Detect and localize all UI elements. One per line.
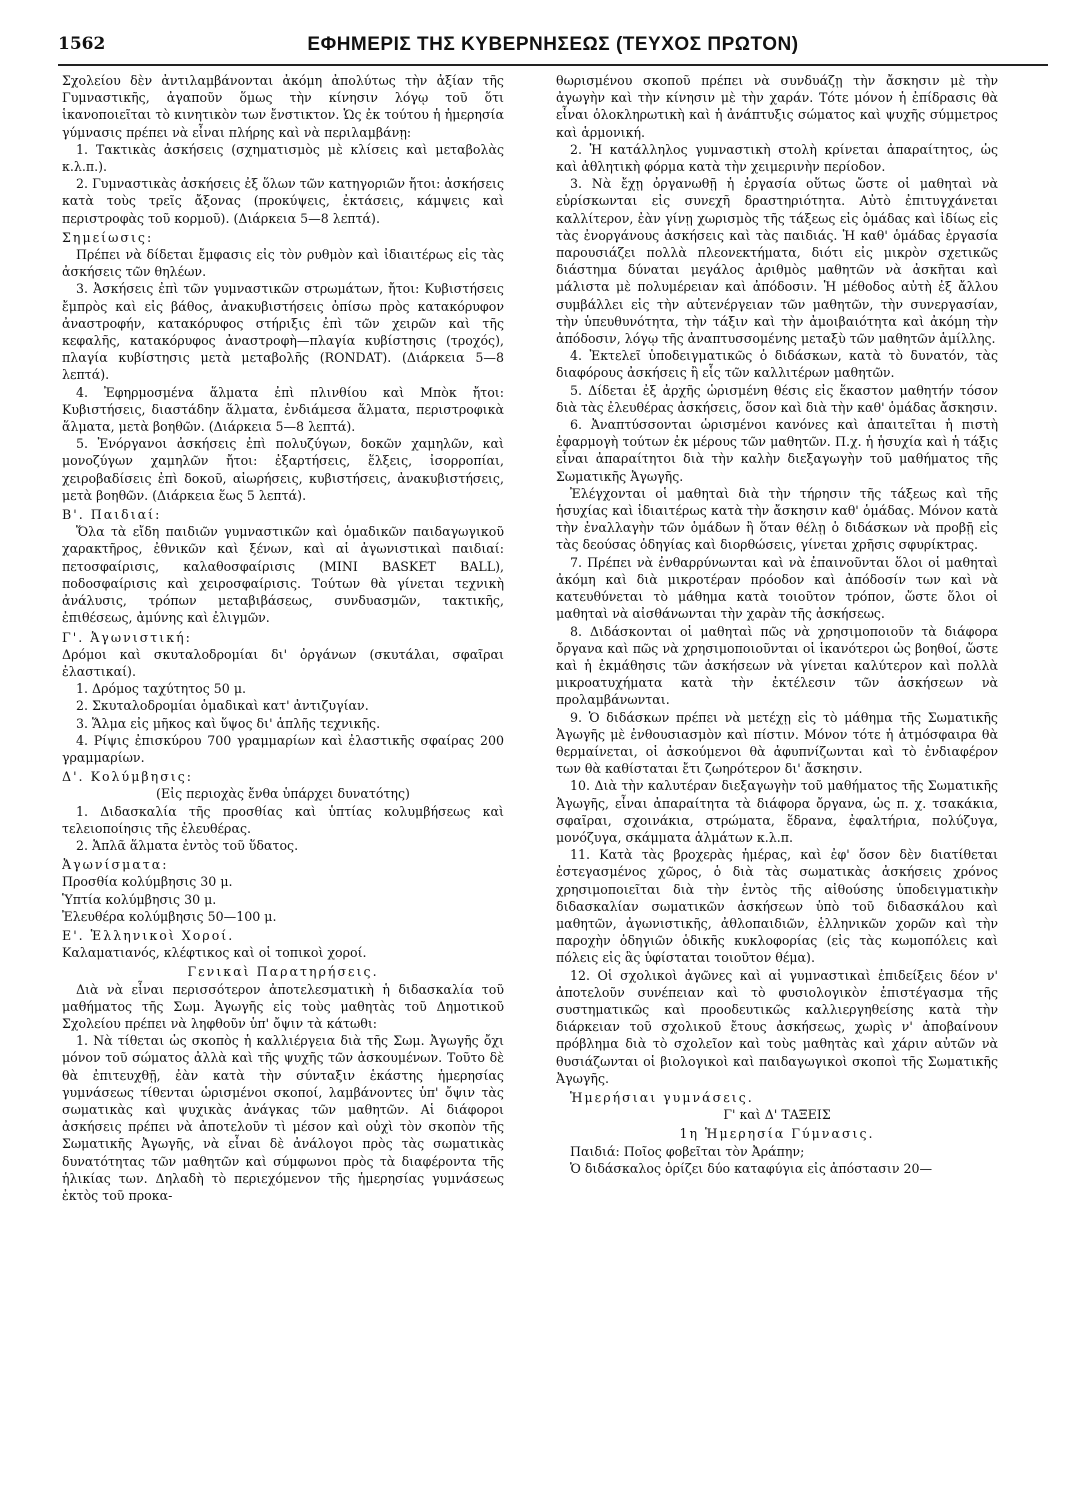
list-item: 2. Ἁπλᾶ ἅλματα ἐντὸς τοῦ ὕδατος. [76, 837, 299, 853]
note-text: Πρέπει νὰ δίδεται ἔμφασις εἰς τὸν ρυθμὸν καὶ ἰδιαιτέρως εἰς τὰς ἀσκήσεις τῶν θηλέων. [62, 247, 504, 280]
list-item: 4. Ἐφηρμοσμένα ἅλματα ἐπὶ πλινθίου καὶ Μπὸκ ἤτοι: Κυβιστήσεις, διαστάδην ἅλματα, ἐνδιάμεσα ἅλματα, περιστροφικὰ ἅλματα, μετὰ βοηθῶν. (Διάρκεια 5—8 λεπτά). [62, 384, 504, 435]
paragraph: Ὁ διδάσκαλος ὁρίζει δύο καταφύγια εἰς ἀπόστασιν 20— [570, 1160, 933, 1176]
list-item: 1. Διδασκαλία τῆς προσθίας καὶ ὑπτίας κολυμβήσεως καὶ τελειοποίησις τῆς ἐλευθέρας. [62, 803, 504, 836]
paragraph: Ὅλα τὰ εἴδη παιδιῶν γυμναστικῶν καὶ ὁμαδικῶν παιδαγωγικοῦ χαρακτῆρος, ἐθνικῶν καὶ ξένων, καὶ αἱ ἀγωνιστικαὶ παιδιαί: πετοσφαίρισις, καλαθοσφαίρισις (MINI BASKET BALL), ποδοσφαίρισις καὶ χειροσφαίρισις. Τούτων θὰ γίνεται τεχνικὴ ἀνάλυσις, τρόπων μεταβιβάσεως, συνδυασμῶν, τακτικῆς, ἐπιθέσεως, ἀμύνης καὶ ἐλιγμῶν. [62, 524, 504, 626]
list-item: 8. Διδάσκονται οἱ μαθηταὶ πῶς νὰ χρησιμοποιοῦν τὰ διάφορα ὄργανα καὶ πῶς νὰ χρησιμοποιοῦνται οἱ ἱκανότεροι ὡς βοηθοί, ὥστε καὶ ἡ ἐκμάθησις τῶν ἀσκήσεων νὰ γίνεται καλύτερον καὶ πολλὰ μικροατυχήματα κατὰ τὴν ἐκτέλεσιν τῶν ἀσκήσεων νὰ προλαμβάνωνται. [556, 623, 998, 708]
list-item: Ἐλέγχονται οἱ μαθηταὶ διὰ τὴν τήρησιν τῆς τάξεως καὶ τῆς ἡσυχίας καὶ ἰδιαιτέρως κατὰ τὴν ἄσκησιν καθ' ὁμάδας. Μόνον κατὰ τὴν ἐναλλαγὴν τῶν ὁμάδων ἢ ὅταν θέλῃ ὁ διδάσκων νὰ προβῇ εἰς τὰς δεούσας ὁδηγίας καὶ διορθώσεις, γίνεται χρῆσις σφυρίκτρας. [556, 485, 998, 553]
paragraph: θωρισμένου σκοποῦ πρέπει νὰ συνδυάζῃ τὴν ἄσκησιν μὲ τὴν ἀγωγὴν καὶ τὴν κίνησιν μὲ τὴν χαράν. Τότε μόνον ἡ ἐπίδρασις θὰ εἶναι ὁλοκληρωτικὴ καὶ ἡ ἀνάπτυξις σώματος καὶ ψυχῆς σύμμετρος καὶ ἁρμονική. [556, 73, 998, 140]
note-heading: Σημείωσις: [62, 229, 154, 245]
remarks-list [556, 141, 998, 1087]
section-heading-d: Δ'. Κολύμβησις: [62, 769, 194, 785]
list-item: 9. Ὁ διδάσκων πρέπει νὰ μετέχῃ εἰς τὸ μάθημα τῆς Σωματικῆς Ἀγωγῆς μὲ ἐνθουσιασμὸν καὶ πίστιν. Μόνον τότε ἡ ἀτμόσφαιρα θὰ θερμαίνεται, οἱ ἀσκούμενοι θὰ ἀφυπνίζωνται καὶ τὸ ἐνδιαφέρον των θὰ καθίσταται ἔτι ζωηρότερον δι' ἄσκησιν. [556, 709, 998, 777]
list-item: 2. Γυμναστικὰς ἀσκήσεις ἐξ ὅλων τῶν κατηγοριῶν ἤτοι: ἀσκήσεις κατὰ τοὺς τρεῖς ἄξονας (προκύψεις, ἐκτάσεις, κάμψεις καὶ περιστροφὰς τοῦ κορμοῦ). (Διάρκεια 5—8 λεπτά). [62, 176, 504, 226]
left-column [62, 72, 504, 1492]
list-item: 7. Πρέπει νὰ ἐνθαρρύνωνται καὶ νὰ ἐπαινοῦνται ὅλοι οἱ μαθηταὶ ἀκόμη καὶ διὰ μικροτέραν πρόοδον καὶ ἀπόδοσίν των καὶ νὰ κατευθύνεται τὸ μάθημα κατὰ τοιοῦτον τρόπον, ὥστε ὅλοι οἱ μαθηταὶ νὰ αἰσθάνωνται τὴν χαρὰν τῆς ἀσκήσεως. [556, 554, 998, 622]
list-item: 10. Διὰ τὴν καλυτέραν διεξαγωγὴν τοῦ μαθήματος τῆς Σωματικῆς Ἀγωγῆς, εἶναι ἀπαραίτητα τὰ διάφορα ὄργανα, ὡς π. χ. τσακάκια, σφαῖραι, σχοινάκια, στρώματα, ἕδρανα, ἐφαλτήρια, πολύζυγα, μονόζυγα, σκάμματα ἁλμάτων κ.λ.π. [556, 778, 998, 845]
right-column [556, 72, 998, 1492]
paragraph: Καλαματιανός, κλέφτικος καὶ οἱ τοπικοὶ χοροί. [62, 945, 367, 961]
list-item: Ἐλευθέρα κολύμβησις 50—100 μ. [62, 908, 277, 924]
gazette-title: ΕΦΗΜΕΡΙΣ ΤΗΣ ΚΥΒΕΡΝΗΣΕΩΣ (ΤΕΥΧΟΣ ΠΡΩΤΟΝ) [307, 34, 799, 55]
list-item: Προσθία κολύμβησις 30 μ. [62, 874, 233, 890]
list-item: 12. Οἱ σχολικοὶ ἀγῶνες καὶ αἱ γυμναστικαὶ ἐπιδείξεις δέον ν' ἀποτελοῦν συνέπειαν καὶ τὸ φυσιολογικὸν ἐπιστέγασμα τῆς συστηματικῶς καὶ προοδευτικῶς καλλιεργηθείσης κατὰ τὴν διάρκειαν τοῦ σχολικοῦ ἔτους ἀσκήσεως, χωρὶς ν' ἀποβαίνουν πρόβλημα διὰ τὸ σχολεῖον καὶ τοὺς μαθητὰς καὶ χάριν αὐτῶν νὰ θυσιάζωνται οἱ βιολογικοὶ καὶ παιδαγωγικοὶ σκοποὶ τῆς Σωματικῆς Ἀγωγῆς. [556, 967, 998, 1086]
section-heading-g: Γ'. Ἀγωνιστική: [62, 629, 192, 645]
list-item: 2. Σκυταλοδρομίαι ὁμαδικαὶ κατ' ἀντιζυγίαν. [76, 698, 369, 714]
list-item: 2. Ἡ κατάλληλος γυμναστικὴ στολὴ κρίνεται ἀπαραίτητος, ὡς καὶ ἀθλητικὴ φόρμα κατὰ τὴν χειμερινὴν περίοδον. [556, 141, 998, 175]
list-item: 3. Ἀσκήσεις ἐπὶ τῶν γυμναστικῶν στρωμάτων, ἤτοι: Κυβιστήσεις ἔμπρὸς καὶ εἰς βάθος, ἀνακυβιστήσεις ὀπίσω πρὸς κατακόρυφον ἀναστροφήν, κατακόρυφος στήριξις ἐπὶ τῶν χειρῶν καὶ τῆς κεφαλῆς, κατακόρυφος ἀναστροφὴ—πλαγία κυβίστησις (τροχός), πλαγία κυβίστησις μετὰ μεταβολῆς (RONDAT). (Διάρκεια 5—8 λεπτά). [62, 281, 504, 383]
list-item: 4. Ρίψις ἐπισκύρου 700 γραμμαρίων καὶ ἐλαστικῆς σφαίρας 200 γραμμαρίων. [62, 732, 504, 765]
section-subtitle: (Εἰς περιοχὰς ἔνθα ὑπάρχει δυνατότης) [156, 786, 410, 802]
game-line: Παιδιά: Ποῖος φοβεῖται τὸν Ἀράπην; [570, 1143, 805, 1159]
list-item: 5. Δίδεται ἐξ ἀρχῆς ὡρισμένη θέσις εἰς ἕκαστον μαθητήν τόσον διὰ τὰς ἐλευθέρας ἀσκήσεις, ὅσον καὶ διὰ τὴν καθ' ὁμάδας ἄσκησιν. [556, 382, 998, 415]
list-item: 1. Τακτικὰς ἀσκήσεις (σχηματισμὸς μὲ κλίσεις καὶ μεταβολὰς κ.λ.π.). [62, 141, 504, 175]
daily-exercises-heading: Ἡμερήσιαι γυμνάσεις. [570, 1089, 754, 1105]
page-number: 1562 [58, 34, 106, 54]
section-heading-e: Ε'. Ἑλληνικοὶ Χοροί. [62, 927, 235, 943]
classes-heading: Γ' καὶ Δ' ΤΑΞΕΙΣ [723, 1107, 831, 1123]
general-remarks-heading: Γενικαὶ Παρατηρήσεις. [187, 964, 379, 980]
list-item: 5. Ἐνόργανοι ἀσκήσεις ἐπὶ πολυζύγων, δοκῶν χαμηλῶν, καὶ μονοζύγων χαμηλῶν ἤτοι: ἐξαρτήσεις, ἕλξεις, ἰσορροπίαι, χειροβαδίσεις ἐπὶ δοκοῦ, αἰωρήσεις, κυβιστήσεις, ἀνακυβιστήσεις, μετὰ βοηθῶν. (Διάρκεια ἕως 5 λεπτά). [62, 436, 504, 503]
exercise-list [62, 141, 504, 227]
list-item: 4. Ἐκτελεῖ ὑποδειγματικῶς ὁ διδάσκων, κατὰ τὸ δυνατόν, τὰς διαφόρους ἀσκήσεις ἢ εἷς τῶν καλλιτέρων μαθητῶν. [556, 348, 998, 381]
events-heading: Ἀγωνίσματα: [62, 857, 169, 873]
list-item: 11. Κατὰ τὰς βροχερὰς ἡμέρας, καὶ ἐφ' ὅσον δὲν διατίθεται ἐστεγασμένος χῶρος, ὁ διὰ τὰς σωματικὰς ἀσκήσεις χρόνος χρησιμοποιεῖται διὰ τὴν ἐντὸς τῆς αἰθούσης ὑποδειγματικὴν διδασκαλίαν σωματικῶν ἀσκήσεων ὑπὸ τοῦ διδασκάλου καὶ μαθητῶν, ἀγωνιστικῆς, ἀθλοπαιδιῶν, ἑλληνικῶν χορῶν καὶ τὴν παροχὴν ὁδηγιῶν ὁδικῆς κυκλοφορίας (εἰς τὰς κωμοπόλεις καὶ πόλεις εἰς ἃς ὑφίσταται τοιοῦτον θέμα). [556, 847, 998, 966]
first-exercise-heading: 1η Ἡμερησία Γύμνασις. [679, 1126, 875, 1142]
section-heading-b: Β'. Παιδιαί: [62, 507, 162, 523]
exercise-list-2 [62, 280, 504, 504]
list-item: 6. Ἀναπτύσσονται ὡρισμένοι κανόνες καὶ ἀπαιτεῖται ἡ πιστὴ ἐφαρμογὴ τούτων ἐκ μέρους τῶν μαθητῶν. Π.χ. ἡ ἡσυχία καὶ ἡ τάξις εἶναι ἀπαραίτητοι διὰ τὴν καλὴν διεξαγωγὴν τοῦ μαθήματος τῆς Σωματικῆς Ἀγωγῆς. [556, 417, 998, 484]
list-item: Ὑπτία κολύμβησις 30 μ. [62, 891, 217, 907]
list-item: 1. Δρόμος ταχύτητος 50 μ. [76, 681, 247, 697]
swimming-list [62, 803, 504, 855]
paragraph: Δρόμοι καὶ σκυταλοδρομίαι δι' ὀργάνων (σκυτάλαι, σφαῖραι ἐλαστικαί). [62, 646, 504, 679]
paragraph: Διὰ νὰ εἶναι περισσότερον ἀποτελεσματικὴ ἡ διδασκαλία τοῦ μαθήματος τῆς Σωμ. Ἀγωγῆς εἰς τοὺς μαθητὰς τοῦ Δημοτικοῦ Σχολείου πρέπει νὰ ληφθοῦν ὑπ' ὄψιν τὰ κάτωθι: [62, 981, 504, 1031]
list-item: 3. Νὰ ἔχῃ ὀργανωθῇ ἡ ἐργασία οὕτως ὥστε οἱ μαθηταὶ νὰ εὑρίσκωνται εἰς συνεχῆ δραστηριότητα. Αὐτὸ ἐπιτυγχάνεται καλλίτερον, ἐὰν γίνῃ χωρισμὸς τῆς τάξεως εἰς ὁμάδας καὶ ἰδίως εἰς τὰς ἐνοργάνους ἀσκήσεις καὶ τὰς παιδιάς. Ἡ καθ' ὁμάδας ἐργασία παρουσιάζει πολλὰ πλεονεκτήματα, διότι εἰς μικρὸν σχετικῶς διάστημα δύναται μεγάλος ἀριθμὸς μαθητῶν νὰ ἀσκῆται καὶ μάλιστα μὲ πολυμέρειαν καὶ ἀπόδοσιν. Ἡ μέθοδος αὐτὴ ἐξ ἄλλου συμβάλλει εἰς τὴν αὐτενέργειαν τῶν μαθητῶν, τὴν συνεργασίαν, τὴν ὑπευθυνότητα, τὴν τάξιν καὶ τὴν ἀμοιβαιότητα καὶ ἀκόμη τὴν ἀπόδοσιν, λόγῳ τῆς ἀναπτυσσομένης μεταξὺ τῶν μαθητῶν ἁμίλλης. [556, 176, 998, 347]
paragraph: Σχολείου δὲν ἀντιλαμβάνονται ἀκόμη ἀπολύτως τὴν ἀξίαν τῆς Γυμναστικῆς, ἀγαποῦν ὅμως τὴν κίνησιν λόγῳ τοῦ ὅτι ἱκανοποιεῖται τὸ κινητικὸν των ἔνστικτον. Ὡς ἐκ τούτου ἡ ἡμερησία γύμνασις πρέπει νὰ εἶναι πλήρης καὶ νὰ περιλαμβάνῃ: [62, 73, 504, 140]
page-header [58, 30, 1048, 66]
athletics-list [62, 680, 504, 766]
list-item: 3. Ἅλμα εἰς μῆκος καὶ ὕψος δι' ἁπλῆς τεχνικῆς. [76, 715, 381, 731]
paragraph: 1. Νὰ τίθεται ὡς σκοπὸς ἡ καλλιέργεια διὰ τῆς Σωμ. Ἀγωγῆς ὄχι μόνον τοῦ σώματος ἀλλὰ καὶ τῆς ψυχῆς τῶν ἀσκουμένων. Τοῦτο δὲ θὰ ἐπιτευχθῇ, ἐὰν κατὰ τὴν σύνταξιν ἑκάστης ἡμερησίας γυμνάσεως τίθενται ὡρισμένοι σκοποί, λαμβάνοντες ὑπ' ὄψιν τὰς σωματικὰς καὶ ψυχικὰς ἀνάγκας τῶν μαθητῶν. Αἱ διάφοροι ἀσκήσεις πρέπει νὰ ἀποτελοῦν τὶ μέσον καὶ οὐχὶ τὸν σκοπὸν τῆς Σωματικῆς Ἀγωγῆς, νὰ εἶναι δὲ ἀνάλογοι πρὸς τὰς σωματικὰς δυνατότητας τῶν μαθητῶν καὶ σύμφωνοι πρὸς τὰ διαφέροντα τῆς ἡλικίας των. Δηλαδὴ τὸ περιεχόμενον τῆς ἡμερησίας γυμνάσεως ἐκτὸς τοῦ προκα- [62, 1033, 504, 1203]
